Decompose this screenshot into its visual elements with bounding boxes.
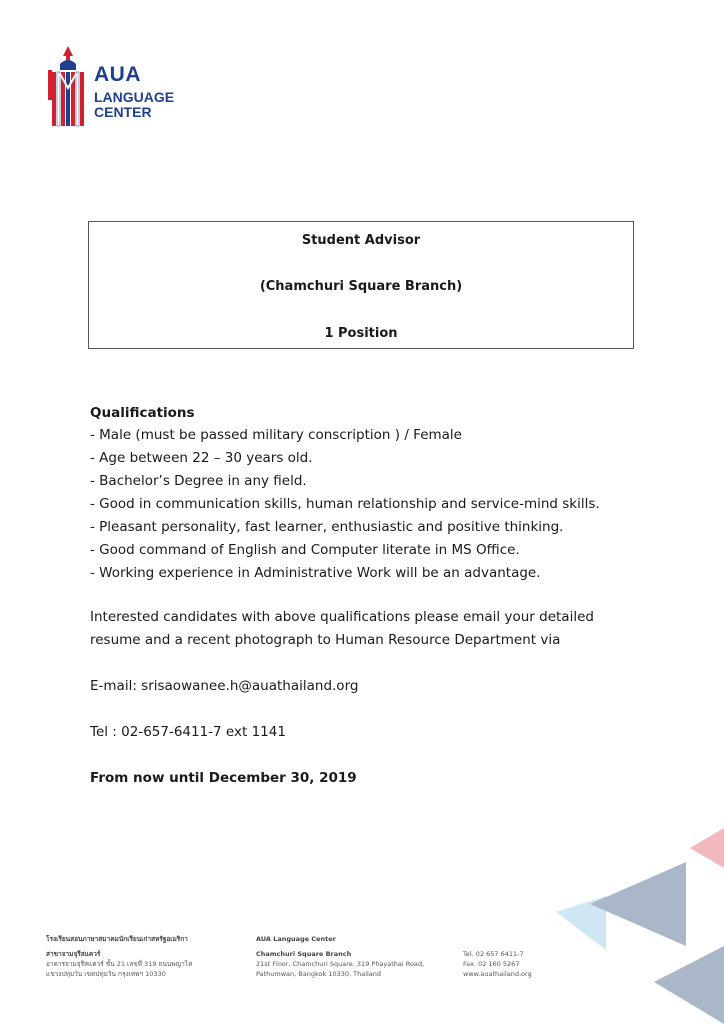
footer-thai-heading: โรงเรียนสอนภาษาสมาคมนักเรียนเก่าสหรัฐอเมริกา	[46, 935, 188, 943]
decorative-triangle-slate-corner	[654, 946, 724, 1024]
footer-english-address-line1: 21st Floor, Chamchuri Square, 319 Phayathai Road,	[256, 960, 425, 968]
aua-logo	[46, 44, 206, 134]
footer-fax: Fax. 02 160 5267	[463, 960, 520, 968]
job-title: Student Advisor	[301, 233, 421, 248]
logo-subtitle-line1: LANGUAGE	[94, 89, 175, 105]
application-deadline: From now until December 30, 2019	[90, 770, 357, 786]
application-instructions-line1: Interested candidates with above qualifications please email your detailed	[90, 609, 594, 625]
qualification-item: - Good command of English and Computer literate in MS Office.	[90, 542, 520, 558]
footer-contact	[463, 949, 563, 979]
job-title-box	[88, 221, 634, 349]
qualification-item: - Working experience in Administrative Work will be an advantage.	[90, 565, 541, 581]
decorative-triangle-pink	[690, 828, 724, 868]
aua-emblem-icon	[46, 44, 92, 130]
contact-email[interactable]: E-mail: srisaowanee.h@auathailand.org	[90, 678, 359, 694]
application-instructions-line2: resume and a recent photograph to Human Resource Department via	[90, 632, 561, 648]
job-description	[90, 402, 650, 790]
logo-name: AUA	[94, 63, 141, 86]
footer-thai-address	[46, 934, 236, 979]
footer-tel: Tel. 02 657 6411-7	[463, 950, 524, 958]
footer-thai-address-line1: อาคารจามจุรีสแควร์ ชั้น 21 เลขที่ 319 ถนนพญาไท	[46, 960, 193, 968]
job-positions: 1 Position	[324, 326, 398, 341]
logo-wordmark	[94, 64, 174, 120]
job-branch: (Chamchuri Square Branch)	[259, 279, 463, 294]
footer-thai-address-line2: แขวงปทุมวัน เขตปทุมวัน กรุงเทพฯ 10330	[46, 970, 166, 978]
qualification-item: - Male (must be passed military conscription ) / Female	[90, 427, 462, 443]
qualification-item: - Good in communication skills, human relationship and service-mind skills.	[90, 496, 600, 512]
footer-english-heading: AUA Language Center	[256, 935, 336, 943]
decorative-triangle-slate	[590, 862, 686, 946]
qualifications-list	[90, 424, 650, 585]
qualification-item: - Pleasant personality, fast learner, enthusiastic and positive thinking.	[90, 519, 564, 535]
qualification-item: - Bachelor’s Degree in any field.	[90, 473, 307, 489]
footer-website[interactable]: www.auathailand.org	[463, 970, 532, 978]
contact-phone: Tel : 02-657-6411-7 ext 1141	[90, 724, 286, 740]
footer-english-address-line2: Pathumwan, Bangkok 10330, Thailand	[256, 970, 382, 978]
qualification-item: - Age between 22 – 30 years old.	[90, 450, 313, 466]
logo-subtitle-line2: CENTER	[94, 104, 152, 120]
footer-english-branch: Chamchuri Square Branch	[256, 950, 352, 958]
footer-thai-branch: สาขาจามจุรีสแควร์	[46, 950, 101, 958]
qualifications-heading: Qualifications	[90, 405, 195, 421]
footer-english-address	[256, 934, 456, 979]
